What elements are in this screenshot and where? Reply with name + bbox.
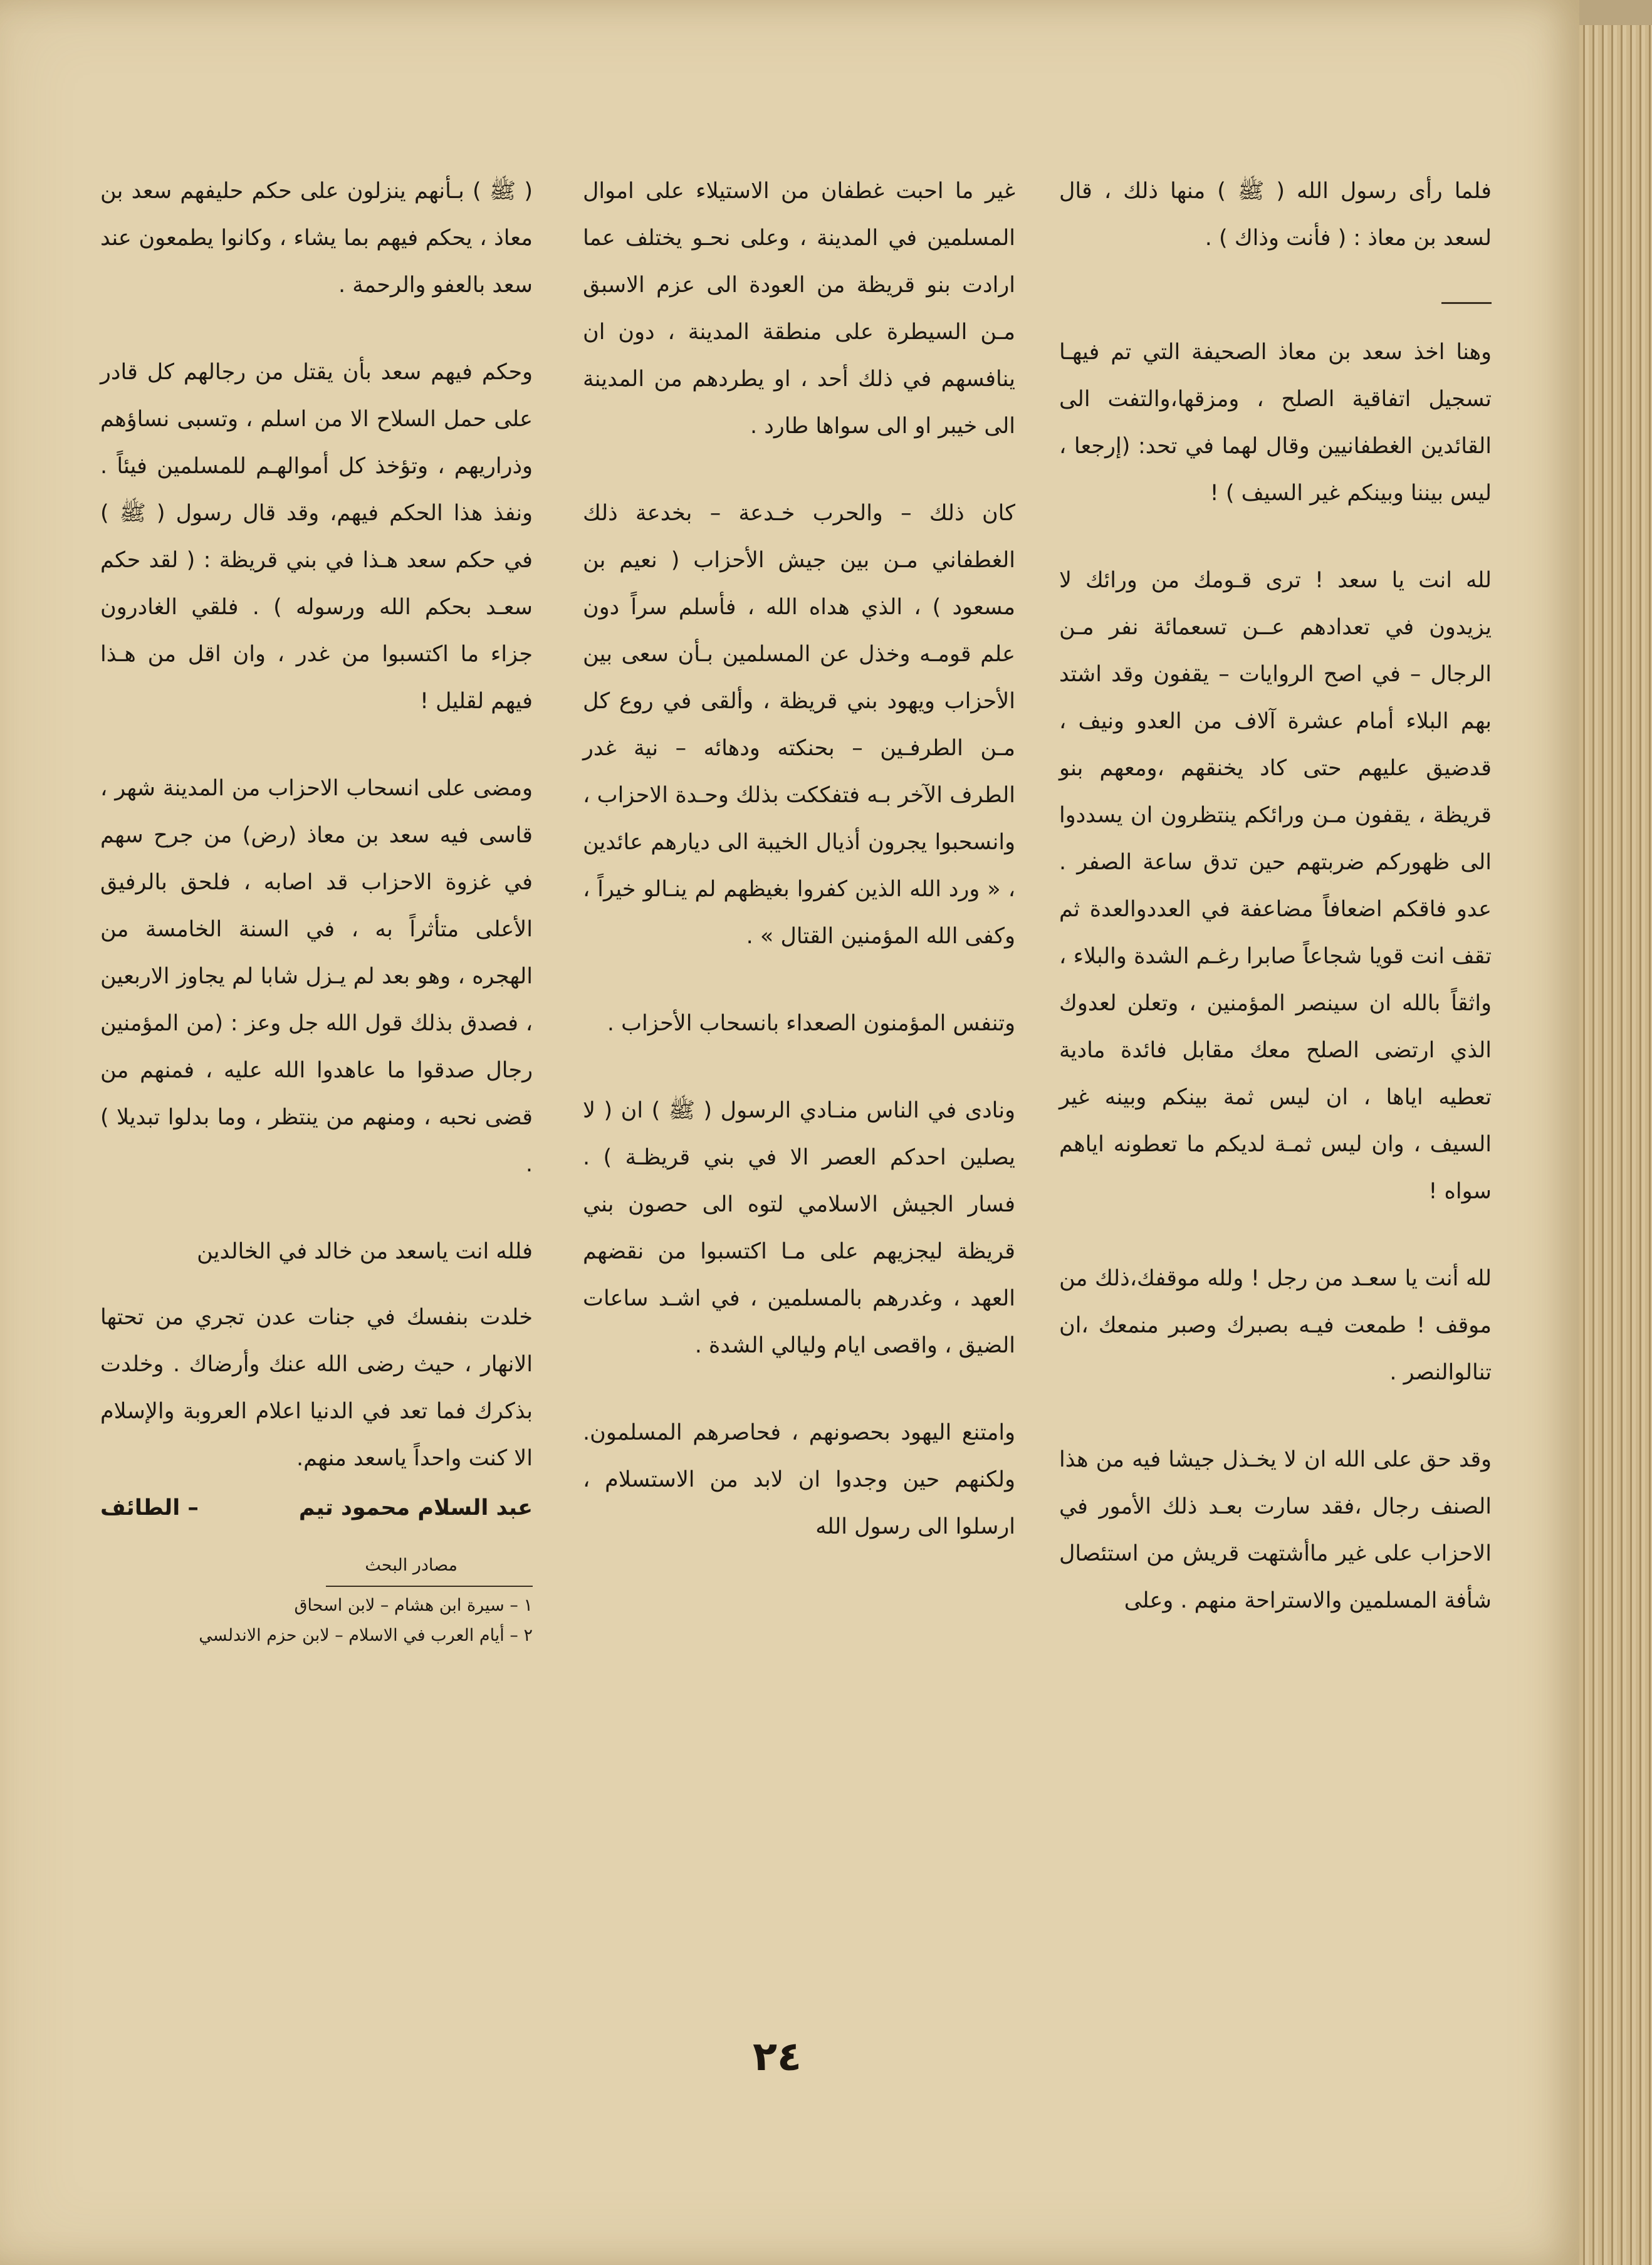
sources-section [100, 1551, 533, 1651]
paragraph: ونادى في الناس منـادي الرسول ( ﷺ ) ان ( لا يصلين احدكم العصر الا في بني قريظـة ) . فسار الجيش الاسلامي لتوه الى حصون بني قريظة ليجزيهم على مـا اكتسبوا من نقضهم العهد ، وغدرهم بالمسلمين ، في اشـد ساعات الضيق ، واقصى ايام وليالي الشدة . [583, 1098, 1015, 1358]
column-left [100, 168, 533, 1651]
paragraph: لله انت يا سعد ! ترى قـومك من ورائك لا يزيدون في تعدادهم عــن تسعمائة نفر مـن الرجال – في اصح الروايات – يقفون وقد اشتد بهم البلاء أمام عشرة آلاف من العدو ونيف ، قدضيق عليهم حتى كاد يخنقهم ،ومعهم بنو قريظة ، يقفون مـن ورائكم ينتظرون ان يسددوا الى ظهوركم ضربتهم حين تدق ساعة الصفر . عدو فاقكم اضعافاً مضاعفة في العددوالعدة ثم تقف انت قويا شجاعاً صابرا رغـم الشدة والبلاء ، واثقاً بالله ان سينصر المؤمنين ، وتعلن لعدوك الذي ارتضى الصلح معك مقابل فائدة مادية تعطيه اياها ، ان ليس ثمة بينكم وبينه غير السيف ، وان ليس ثمـة لديكم ما تعطونه اياهم سواه ! [1059, 568, 1492, 1204]
paragraph: وقد حق على الله ان لا يخـذل جيشا فيه من هذا الصنف رجال ،فقد سارت بعـد ذلك الأمور في الاحزاب على غير ماأشتهت قريش من استئصال شأفة المسلمين والاستراحة منهم . وعلى [1059, 1447, 1492, 1613]
source-item: ١ – سيرة ابن هشام – لابن اسحاق [294, 1596, 533, 1615]
author-place: – الطائف [100, 1495, 199, 1520]
page-edges [1579, 25, 1652, 2265]
paragraph: فلما رأى رسول الله ( ﷺ ) منها ذلك ، قال لسعد بن معاذ : ( فأنت وذاك ) . [1059, 179, 1492, 251]
paragraph: لله أنت يا سعـد من رجل ! ولله موقفك،ذلك من موقف ! طمعت فيـه بصبرك وصبر منمعك ،ان تنالوالنصر . [1059, 1266, 1492, 1385]
column-right [1059, 168, 1492, 1665]
paragraph: وامتنع اليهود بحصونهم ، فحاصرهم المسلمون. ولكنهم حين وجدوا ان لابد من الاستسلام ، ارسلوا الى رسول الله [583, 1420, 1015, 1539]
paragraph: خلدت بنفسك في جنات عدن تجري من تحتها الانهار ، حيث رضى الله عنك وأرضاك . وخلدت بذكرك فما تعد في الدنيا اعلام العروبة والإسلام الا كنت واحداً ياسعد منهم. [100, 1305, 533, 1471]
paragraph: ( ﷺ ) بـأنهم ينزلون على حكم حليفهم سعد بن معاذ ، يحكم فيهم بما يشاء ، وكانوا يطمعون عند سعد بالعفو والرحمة . [100, 179, 533, 298]
column-middle [583, 168, 1015, 1591]
author-name: عبد السلام محمود تيم [298, 1495, 533, 1520]
sources-rule [326, 1586, 533, 1587]
author-signature [100, 1485, 533, 1532]
sources-title: مصادر البحث [365, 1556, 457, 1575]
paragraph: فلله انت ياسعد من خالد في الخالدين [197, 1239, 533, 1264]
paragraph: وتنفس المؤمنون الصعداء بانسحاب الأحزاب . [607, 1011, 1015, 1036]
source-item: ٢ – أيام العرب في الاسلام – لابن حزم الاندلسي [199, 1626, 533, 1645]
paragraph: كان ذلك – والحرب خـدعة – بخدعة ذلك الغطفاني مـن بين جيش الأحزاب ( نعيم بن مسعود ) ، الذي هداه الله ، فأسلم سراً دون علم قومـه وخذل عن المسلمين بـأن سعى بين الأحزاب ويهود بني قريظة ، وألقى في روع كل مـن الطرفـين – بحنكته ودهائه – نية غدر الطرف الآخر بـه فتفككت بذلك وحـدة الاحزاب ، وانسحبوا يجرون أذيال الخيبة الى ديارهم عائدين ، « ورد الله الذين كفروا بغيظهم لم ينـالو خيراً ، وكفى الله المؤمنين القتال » . [583, 501, 1015, 949]
page-number: ٢٤ [752, 2034, 802, 2080]
paragraph: وهنا اخذ سعد بن معاذ الصحيفة التي تم فيهـا تسجيل اتفاقية الصلح ، ومزقها،والتفت الى القائدين الغطفانيين وقال لهما في تحد: (إرجعا ، ليس بيننا وبينكم غير السيف ) ! [1059, 340, 1492, 506]
paragraph: وحكم فيهم سعد بأن يقتل من رجالهم كل قادر على حمل السلاح الا من اسلم ، وتسبى نساؤهم وذراريهم ، وتؤخذ كل أموالهـم للمسلمين فيئاً . ونفذ هذا الحكم فيهم، وقد قال رسول ( ﷺ ) في حكم سعد هـذا في بني قريظة : ( لقد حكم سعـد بحكم الله ورسوله ) . فلقي الغادرون جزاء ما اكتسبوا من غدر ، وان اقل من هـذا فيهم لقليل ! [100, 360, 533, 714]
separator [1441, 302, 1492, 304]
paragraph: ومضى على انسحاب الاحزاب من المدينة شهر ، قاسى فيه سعد بن معاذ (رض) من جرح سهم في غزوة الاحزاب قد اصابه ، فلحق بالرفيق الأعلى متأثراً به ، في السنة الخامسة من الهجره ، وهو بعد لم يـزل شابا لم يجاوز الاربعين ، فصدق بذلك قول الله جل وعز : (من المؤمنين رجال صدقوا ما عاهدوا الله عليه ، فمنهم من قضى نحبه ، ومنهم من ينتظر ، وما بدلوا تبديلا ) . [100, 776, 533, 1177]
paragraph: غير ما احبت غطفان من الاستيلاء على اموال المسلمين في المدينة ، وعلى نحـو يختلف عما ارادت بنو قريظة من العودة الى عزم الاسبق مـن السيطرة على منطقة المدينة ، دون ان ينافسهم في ذلك أحد ، او يطردهم من المدينة الى خيبر او الى سواها طارد . [583, 179, 1015, 439]
